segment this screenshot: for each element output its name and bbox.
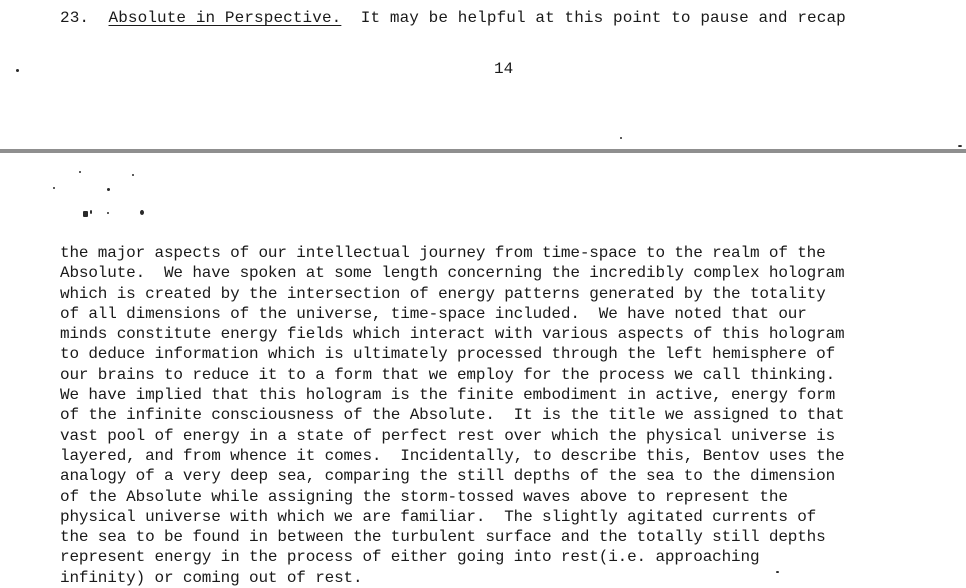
body-text-line: Absolute. We have spoken at some length concerning the incredibly complex hologram xyxy=(60,264,845,283)
section-heading xyxy=(60,9,846,27)
body-text-line: the major aspects of our intellectual journey from time-space to the realm of the xyxy=(60,244,826,262)
scan-speck xyxy=(132,174,134,176)
body-text-line: the sea to be found in between the turbulent surface and the totally still depths xyxy=(60,528,826,547)
body-text-line: infinity) or coming out of rest. xyxy=(60,568,363,587)
body-text-line: our brains to reduce it to a form that we employ for the process we call thinking. xyxy=(60,365,836,384)
page-divider xyxy=(0,149,966,153)
scan-speck xyxy=(53,187,55,189)
scan-speck xyxy=(79,171,81,173)
body-text-line: to deduce information which is ultimately processed through the left hemisphere of xyxy=(60,345,836,364)
section-number: 23. xyxy=(60,9,90,27)
scan-speck xyxy=(140,210,144,215)
body-text-line: of the infinite consciousness of the Absolute. It is the title we assigned to that xyxy=(60,406,845,425)
scan-speck xyxy=(107,188,110,191)
body-paragraph xyxy=(60,243,960,588)
scan-speck xyxy=(16,69,19,72)
section-title: Absolute in Perspective. xyxy=(108,9,342,27)
scan-speck xyxy=(107,212,109,214)
previous-page-bottom xyxy=(0,0,966,150)
body-text-line: layered, and from whence it comes. Incidentally, to describe this, Bentov uses the xyxy=(60,446,845,465)
section-intro-text: It may be helpful at this point to pause and recap xyxy=(360,9,846,27)
body-text-line: vast pool of energy in a state of perfect rest over which the physical universe is xyxy=(60,426,836,445)
scan-speck xyxy=(958,145,962,147)
scan-speck xyxy=(90,210,92,214)
body-text-line: which is created by the intersection of energy patterns generated by the totality xyxy=(60,284,826,303)
page-number: 14 xyxy=(494,60,514,78)
body-text-line: represent energy in the process of either going into rest(i.e. approaching xyxy=(60,548,760,567)
scan-speck xyxy=(620,137,622,139)
body-text-line: We have implied that this hologram is the finite embodiment in active, energy form xyxy=(60,386,836,405)
scan-speck xyxy=(83,211,88,217)
body-text-line: physical universe with which we are familiar. The slightly agitated currents of xyxy=(60,507,817,526)
body-text-line: of all dimensions of the universe, time-space included. We have noted that our xyxy=(60,304,807,323)
body-text-line: analogy of a very deep sea, comparing the still depths of the sea to the dimension xyxy=(60,467,836,486)
body-text-line: minds constitute energy fields which interact with various aspects of this hologram xyxy=(60,325,845,344)
body-text-line: of the Absolute while assigning the storm-tossed waves above to represent the xyxy=(60,487,788,506)
